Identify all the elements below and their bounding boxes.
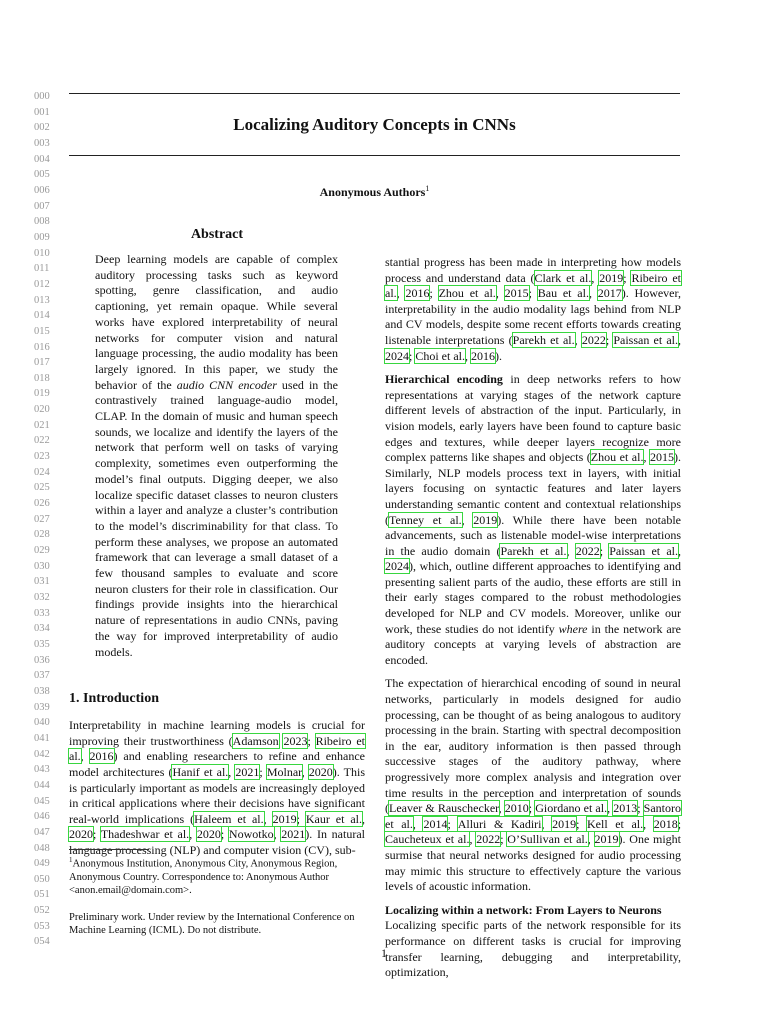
citation-link[interactable]: 2014 bbox=[423, 816, 448, 831]
citation-link[interactable]: Kaur et al. bbox=[305, 811, 363, 826]
line-number: 002 bbox=[34, 122, 50, 134]
citation-link[interactable]: Molnar bbox=[266, 765, 302, 780]
line-number: 028 bbox=[34, 529, 50, 541]
citation-link[interactable]: Paissan et al. bbox=[613, 332, 678, 347]
citation-link[interactable]: 2016 bbox=[405, 286, 430, 301]
footnote-rule bbox=[69, 849, 149, 850]
line-number: 012 bbox=[34, 278, 50, 290]
citation-link[interactable]: 2020 bbox=[69, 827, 93, 842]
citation-link[interactable]: Haleem et al. bbox=[194, 811, 264, 826]
line-number: 025 bbox=[34, 482, 50, 494]
citation-link[interactable]: 2020 bbox=[196, 827, 221, 842]
line-number: 033 bbox=[34, 607, 50, 619]
line-number: 019 bbox=[34, 388, 50, 400]
citation-link[interactable]: 2021 bbox=[281, 827, 306, 842]
line-number: 006 bbox=[34, 184, 50, 196]
line-number: 001 bbox=[34, 106, 50, 118]
citation-link[interactable]: 2024 bbox=[385, 559, 409, 574]
citation-link[interactable]: 2018 bbox=[653, 816, 678, 831]
footnote bbox=[69, 849, 365, 938]
citation-link[interactable]: 2022 bbox=[476, 832, 501, 847]
page-number: 1 bbox=[381, 946, 387, 960]
citation-link[interactable]: 2024 bbox=[385, 348, 409, 363]
citation-link[interactable]: Hanif et al. bbox=[172, 765, 229, 780]
citation-link[interactable]: Parekh et al. bbox=[500, 543, 567, 558]
line-number: 027 bbox=[34, 513, 50, 525]
citation-link[interactable]: 2016 bbox=[471, 348, 496, 363]
line-number: 010 bbox=[34, 247, 50, 259]
line-number: 016 bbox=[34, 341, 50, 353]
citation-link[interactable]: 2015 bbox=[504, 286, 529, 301]
line-number: 043 bbox=[34, 764, 50, 776]
line-number: 004 bbox=[34, 153, 50, 165]
line-number: 009 bbox=[34, 231, 50, 243]
citation-link[interactable]: Zhou et al. bbox=[438, 286, 496, 301]
line-number: 017 bbox=[34, 357, 50, 369]
right-column bbox=[385, 255, 681, 981]
line-number: 049 bbox=[34, 858, 50, 870]
abstract-body: Deep learning models are capable of complex auditory processing tasks such as keyword spotting, genre classification, and audio captioning, yet remain opaque. While several works have explored interpretability of neural networks for computer vision and natural language processing, the audio modality has been largely ignored. In this paper, we study the behavior of the audio CNN encoder used in the contrastively trained language-audio model, CLAP. In the domain of music and human speech sounds, we localize and identify the layers of the network that perform well on tasks of varying complexity, sometimes even outperforming the model’s final outputs. Digging deeper, we also localize specific dataset classes to neuron clusters within a layer and analyze a cluster’s contribution to the model’s discriminability for that class. To perform these analyses, we propose an automated framework that can leverage a small dataset of a few thousand samples to evaluate and score neuron clusters for their role in classification. Our findings provide insights into the hierarchical nature of representations in audio CNNs, paving the way for improved interpretability of audio models. bbox=[95, 252, 338, 659]
citation-link[interactable]: Caucheteux et al. bbox=[385, 832, 470, 847]
citation-link[interactable]: Giordano et al. bbox=[535, 801, 608, 816]
citation-link[interactable]: 2019 bbox=[272, 811, 297, 826]
citation-link[interactable]: 2010 bbox=[504, 801, 529, 816]
left-column bbox=[69, 226, 365, 859]
line-number: 036 bbox=[34, 654, 50, 666]
citation-link[interactable]: 2016 bbox=[89, 749, 114, 764]
line-number: 007 bbox=[34, 200, 50, 212]
citation-link[interactable]: Bau et al. bbox=[537, 286, 589, 301]
author-line bbox=[69, 180, 680, 201]
line-number: 030 bbox=[34, 560, 50, 572]
citation-link[interactable]: Paissan et al. bbox=[609, 543, 678, 558]
line-number: 015 bbox=[34, 325, 50, 337]
line-number: 021 bbox=[34, 419, 50, 431]
line-number: 020 bbox=[34, 404, 50, 416]
citation-link[interactable]: 2023 bbox=[283, 733, 308, 748]
line-number: 018 bbox=[34, 372, 50, 384]
line-number: 044 bbox=[34, 779, 50, 791]
citation-link[interactable]: 2022 bbox=[581, 332, 606, 347]
citation-link[interactable]: Kell et al. bbox=[587, 816, 644, 831]
line-number: 014 bbox=[34, 310, 50, 322]
citation-link[interactable]: O’Sullivan et al. bbox=[507, 832, 588, 847]
line-number: 053 bbox=[34, 920, 50, 932]
line-number: 047 bbox=[34, 826, 50, 838]
citation-link[interactable]: 2022 bbox=[575, 543, 600, 558]
line-number: 046 bbox=[34, 811, 50, 823]
citation-link[interactable]: 2020 bbox=[308, 765, 333, 780]
citation-link[interactable]: 2019 bbox=[594, 832, 619, 847]
line-number: 011 bbox=[34, 263, 50, 275]
citation-link[interactable]: Adamson bbox=[232, 733, 279, 748]
footnote-mark: 1 bbox=[69, 856, 73, 864]
right-paragraph-4: Localizing within a network: From Layers to Neurons Localizing specific parts of the network responsible for its performance on different tasks is crucial for improving transfer learning, debugging and interpretability, optimization, bbox=[385, 902, 681, 980]
preliminary-notice: Preliminary work. Under review by the International Conference on Machine Learning (ICML). Do not distribute. bbox=[69, 912, 355, 937]
line-number: 000 bbox=[34, 91, 50, 102]
line-numbers bbox=[34, 89, 58, 950]
introduction-heading: 1. Introduction bbox=[69, 691, 159, 707]
citation-link[interactable]: 2021 bbox=[235, 765, 260, 780]
citation-link[interactable]: 2019 bbox=[599, 270, 624, 285]
citation-link[interactable]: 2019 bbox=[473, 512, 498, 527]
line-number: 005 bbox=[34, 169, 50, 181]
right-paragraph-2: Hierarchical encoding in deep networks refers to how representations at varying stages of the network capture different levels of abstraction of the input. Particularly, in vision models, early layers have been found to capture basic edges and textures, while deeper layers recognize more complex patterns like shapes and objects (Zhou et al., 2015). Similarly, NLP models process text in layers, with initial layers focusing on syntactic features and later layers understanding semantic content and contextual relationships (Tenney et al., 2019). While there have been notable advancements, such as listenable model-wise interpretations in the audio domain (Parekh et al., 2022; Paissan et al., 2024), which, outline different approaches to identifying and presenting salient parts of the audio, these efforts are still in their early stages compared to the robust methodologies developed for NLP and CV models. Moreover, unlike our work, these studies do not identify where in the network are auditory concepts at varying levels of abstraction are encoded. bbox=[385, 372, 681, 667]
line-number: 037 bbox=[34, 670, 50, 682]
citation-link[interactable]: 2019 bbox=[552, 816, 577, 831]
citation-link[interactable]: 2015 bbox=[650, 450, 674, 465]
citation-link[interactable]: 2017 bbox=[597, 286, 622, 301]
line-number: 041 bbox=[34, 732, 50, 744]
run-in-heading: Hierarchical encoding bbox=[385, 372, 503, 387]
citation-link[interactable]: Ribeiro et al. bbox=[385, 270, 682, 301]
affiliation-footnote: $^1$Anonymous Institution, Anonymous City, Anonymous Region, Anonymous Country. Correspondence to: Anonymous Author <anon.email@domain.com>. bbox=[69, 856, 338, 896]
line-number: 038 bbox=[34, 685, 50, 697]
citation-link[interactable]: 2013 bbox=[613, 801, 638, 816]
title-bottom-rule bbox=[69, 155, 680, 156]
line-number: 039 bbox=[34, 701, 50, 713]
title-top-rule bbox=[69, 93, 680, 94]
line-number: 008 bbox=[34, 216, 50, 228]
citation-link[interactable]: Choi et al. bbox=[415, 348, 466, 363]
citation-link[interactable]: Clark et al. bbox=[534, 270, 592, 285]
line-number: 013 bbox=[34, 294, 50, 306]
line-number: 032 bbox=[34, 592, 50, 603]
line-number: 042 bbox=[34, 748, 50, 760]
line-number: 035 bbox=[34, 638, 50, 650]
line-number: 051 bbox=[34, 889, 50, 901]
line-number: 029 bbox=[34, 545, 50, 557]
citation-link[interactable]: Tenney et al. bbox=[389, 512, 462, 527]
citation-link[interactable]: Ribeiro et al. bbox=[69, 733, 365, 764]
line-number: 022 bbox=[34, 435, 50, 447]
author-name: Anonymous Authors bbox=[319, 185, 426, 199]
author-footnote-mark: 1 bbox=[425, 184, 430, 193]
line-number: 052 bbox=[34, 905, 50, 917]
citation-link[interactable]: Nowotko bbox=[228, 827, 274, 842]
citation-link[interactable]: Parekh et al. bbox=[512, 332, 575, 347]
citation-link[interactable]: Thadeshwar et al. bbox=[100, 827, 190, 842]
line-number: 026 bbox=[34, 498, 50, 510]
line-number: 048 bbox=[34, 842, 50, 854]
line-number: 003 bbox=[34, 137, 50, 149]
line-number: 050 bbox=[34, 873, 50, 885]
line-number: 031 bbox=[34, 576, 50, 588]
intro-paragraph-1: Interpretability in machine learning models is crucial for improving their trustworthiness (Adamson 2023; Ribeiro et al., 2016) and enabling researchers to refine and enhance model architectures (Hanif et al., 2021; Molnar, 2020). This is particularly important as models are increasingly deployed in critical applications where their decisions have significant real-world implications (Haleem et al., 2019; Kaur et al., 2020; Thadeshwar et al., 2020; Nowotko, 2021). In natural language processing (NLP) and computer vision (CV), sub- bbox=[69, 718, 366, 858]
citation-link[interactable]: Leaver & Rauschecker bbox=[389, 801, 499, 816]
citation-link[interactable]: Alluri & Kadiri bbox=[457, 816, 542, 831]
line-number: 024 bbox=[34, 466, 50, 478]
line-number: 034 bbox=[34, 623, 50, 635]
line-number: 045 bbox=[34, 795, 50, 807]
paper-title: Localizing Auditory Concepts in CNNs bbox=[233, 115, 516, 134]
right-paragraph-1: stantial progress has been made in interpreting how models process and understand data (Clark et al., 2019; Ribeiro et al., 2016; Zhou et al., 2015; Bau et al., 2017). However, interpretability in the audio modality lags behind from NLP and CV models, despite some recent efforts towards creating listenable interpretations (Parekh et al., 2022; Paissan et al., 2024; Choi et al., 2016). bbox=[385, 255, 682, 363]
citation-link[interactable]: Santoro et al. bbox=[385, 801, 681, 831]
citation-link[interactable]: Zhou et al. bbox=[590, 450, 644, 465]
line-number: 023 bbox=[34, 451, 50, 463]
abstract-heading: Abstract bbox=[190, 227, 244, 242]
right-paragraph-3: The expectation of hierarchical encoding of sound in neural networks, particularly in models designed for audio processing, can be thought of as being analogous to auditory processing in the brain. Starting with spectral decomposition in the ear, auditory information is then passed through successive stages of the auditory pathway, where progressively more complex analysis and integration over time results in the perception and interpretation of sounds (Leaver & Rauschecker, 2010; Giordano et al., 2013; Santoro et al., 2014; Alluri & Kadiri, 2019; Kell et al., 2018; Caucheteux et al., 2022; O’Sullivan et al., 2019). One might surmise that neural networks designed for audio processing may mimic this structure to effectively capture the various levels of acoustic information. bbox=[385, 676, 682, 894]
line-number: 054 bbox=[34, 936, 50, 948]
line-number: 040 bbox=[34, 717, 50, 729]
run-in-heading: Localizing within a network: From Layers to Neurons bbox=[385, 902, 662, 917]
